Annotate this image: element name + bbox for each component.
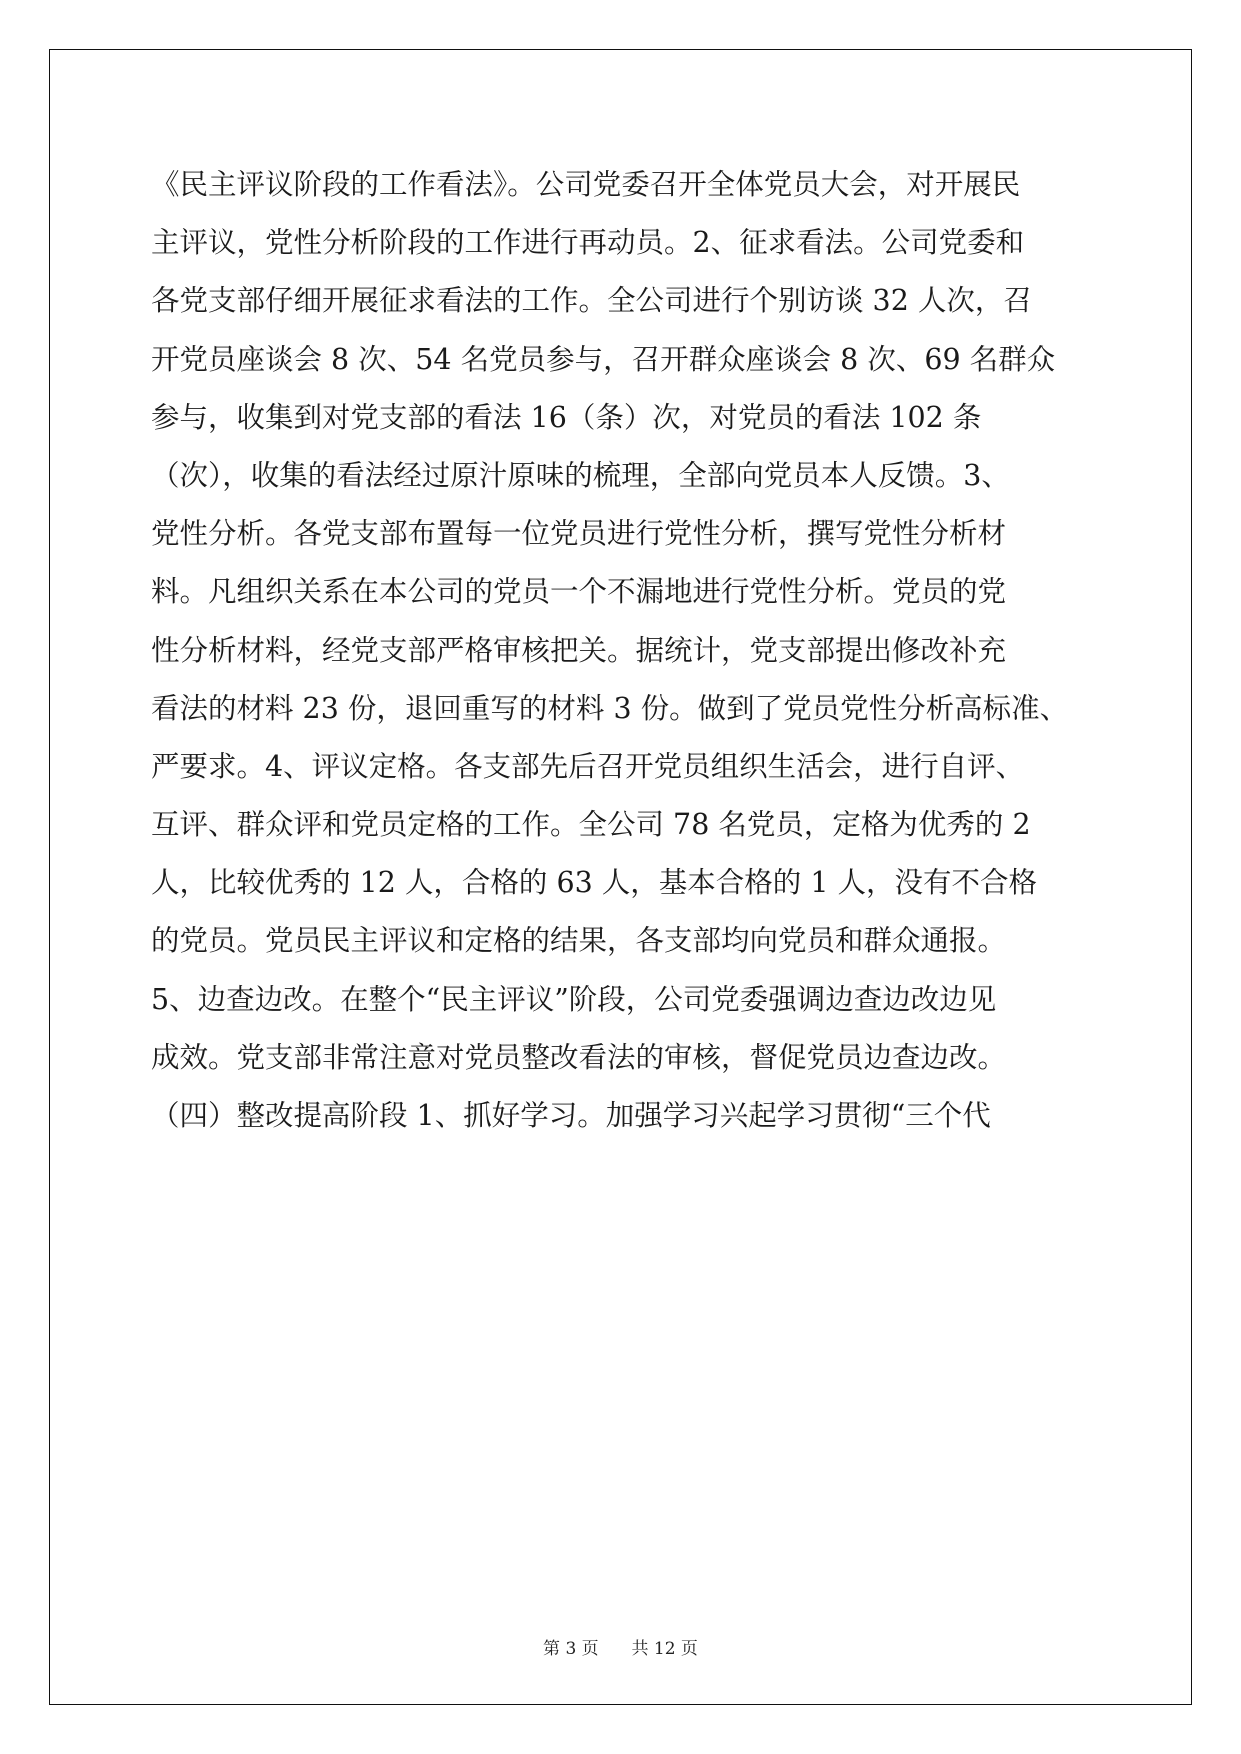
page-footer bbox=[0, 1634, 1241, 1659]
text-line: 成效。党支部非常注意对党员整改看法的审核，督促党员边查边改。 bbox=[151, 1040, 1007, 1074]
text-line: 参与，收集到对党支部的看法 16（条）次，对党员的看法 102 条 bbox=[151, 400, 982, 434]
text-line: 严要求。4、评议定格。各支部先后召开党员组织生活会，进行自评、 bbox=[151, 749, 1025, 783]
page-number-total: 共 12 页 bbox=[631, 1639, 698, 1659]
text-line: 党性分析。各党支部布置每一位党员进行党性分析，撰写党性分析材 bbox=[151, 517, 1007, 551]
text-line: （次），收集的看法经过原汁原味的梳理，全部向党员本人反馈。3、 bbox=[151, 458, 1010, 492]
document-body bbox=[151, 156, 1091, 1145]
text-line: 开党员座谈会 8 次、54 名党员参与，召开群众座谈会 8 次、69 名群众 bbox=[151, 342, 1056, 376]
text-line: 5、边查边改。在整个“民主评议”阶段，公司党委强调边查边改边见 bbox=[151, 982, 997, 1016]
text-line: 互评、群众评和党员定格的工作。全公司 78 名党员，定格为优秀的 2 bbox=[151, 808, 1031, 842]
text-line: 人，比较优秀的 12 人，合格的 63 人，基本合格的 1 人，没有不合格 bbox=[151, 866, 1038, 900]
text-line: （四）整改提高阶段 1、抓好学习。加强学习兴起学习贯彻“三个代 bbox=[151, 1099, 991, 1132]
text-line: 的党员。党员民主评议和定格的结果，各支部均向党员和群众通报。 bbox=[151, 924, 1007, 958]
text-line: 各党支部仔细开展征求看法的工作。全公司进行个别访谈 32 人次，召 bbox=[151, 284, 1032, 318]
text-line: 主评议，党性分析阶段的工作进行再动员。2、征求看法。公司党委和 bbox=[151, 226, 1025, 260]
text-line: 性分析材料，经党支部严格审核把关。据统计，党支部提出修改补充 bbox=[151, 633, 1007, 667]
text-line: 看法的材料 23 份，退回重写的材料 3 份。做到了党员党性分析高标准、 bbox=[151, 691, 1069, 725]
text-line: 《民主评议阶段的工作看法》。公司党委召开全体党员大会，对开展民 bbox=[151, 168, 1021, 201]
text-line: 料。凡组织关系在本公司的党员一个不漏地进行党性分析。党员的党 bbox=[151, 575, 1007, 609]
page-number-current: 第 3 页 bbox=[543, 1639, 599, 1659]
